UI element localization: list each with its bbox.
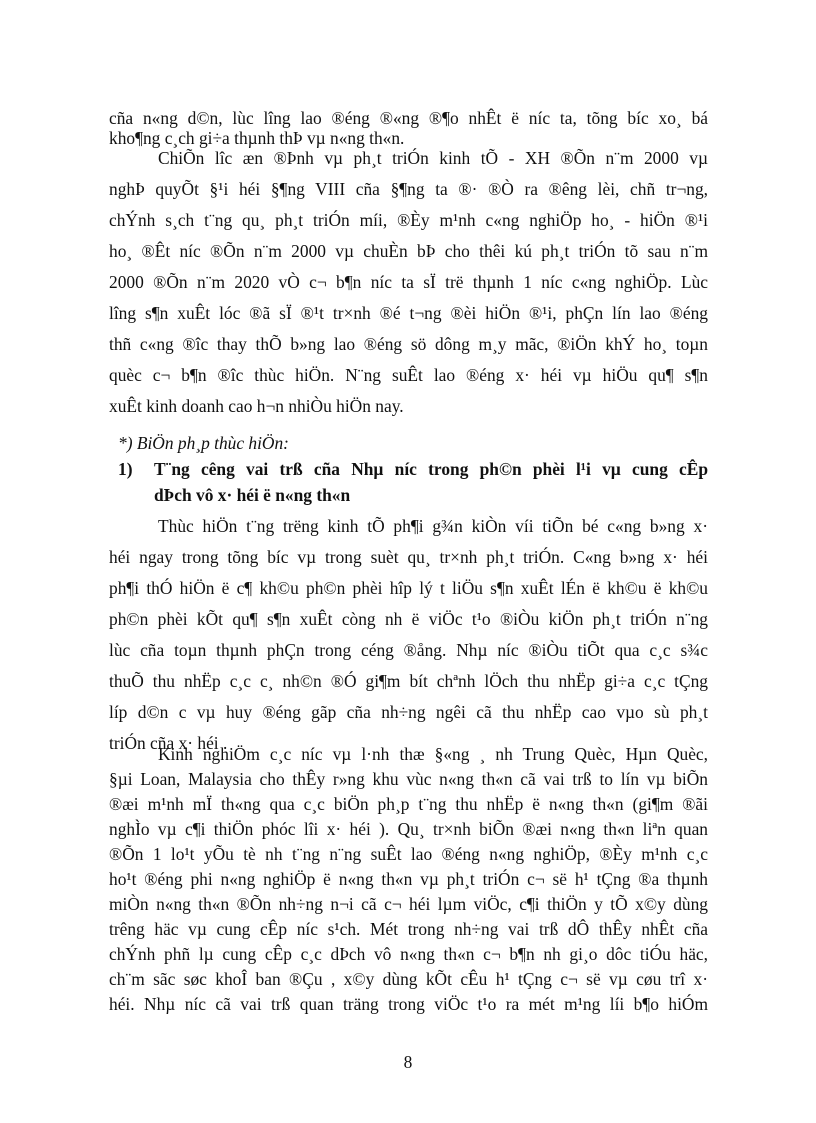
paragraph-line: líp d©n c vµ huy ®éng gãp cña nh÷ng ngêi cã thu nhËp cao vµo sù ph¸t bbox=[109, 702, 708, 722]
paragraph-line: ph©n phèi kÕt qu¶ s¶n xuÊt còng nh ë viÖc t¹o ®iÒu kiÖn ph¸t triÓn n¨ng bbox=[109, 609, 708, 629]
paragraph-line: §µi Loan, Malaysia cho thÊy r»ng khu vùc n«ng th«n cã vai trß to lín vµ biÕn bbox=[109, 769, 708, 789]
paragraph-line: chÝnh phñ lµ cung cÊp c¸c dÞch vô n«ng th«n c¬ b¶n nh gi¸o dôc tiÓu häc, bbox=[109, 944, 708, 964]
paragraph-line: thuÕ thu nhËp c¸c c¸ nh©n ®Ó gi¶m bít chªnh lÖch thu nhËp gi÷a c¸c tÇng bbox=[109, 671, 708, 691]
paragraph-line: thñ c«ng ®îc thay thÕ b»ng lao ®éng sö dông m¸y mãc, ®iÖn khÝ ho¸ toµn bbox=[109, 334, 708, 354]
paragraph-line: trêng häc vµ cung cÊp níc s¹ch. Mét trong nh÷ng vai trß dÔ thÊy nhÊt cña bbox=[109, 919, 708, 939]
paragraph-line: Thùc hiÖn t¨ng trëng kinh tÕ ph¶i g¾n kiÒn víi tiÕn bé c«ng b»ng x· bbox=[158, 516, 708, 536]
paragraph-line: Kinh nghiÖm c¸c níc vµ l·nh thæ §«ng ¸ nh Trung Quèc, Hµn Quèc, bbox=[158, 744, 708, 764]
paragraph-line: miÒn n«ng th«n ®Õn nh÷ng n¬i cã c¬ héi lµm viÖc, c¶i thiÖn y tÕ x©y dùng bbox=[109, 894, 708, 914]
paragraph-line: lùc cña toµn thµnh phÇn trong céng ®ång. Nhµ níc ®iÒu tiÕt qua c¸c s¾c bbox=[109, 640, 708, 660]
subheading-line: dÞch vô x· héi ë n«ng th«n bbox=[154, 485, 351, 505]
paragraph-line: quèc c¬ b¶n ®îc thùc hiÖn. N¨ng suÊt lao ®éng x· héi vµ hiÖu qu¶ s¶n bbox=[109, 365, 708, 385]
paragraph-line: ph¶i thÓ hiÖn ë c¶ kh©u ph©n phèi hîp lý t liÖu s¶n xuÊt lÉn ë kh©u ë kh©u bbox=[109, 578, 708, 598]
paragraph-line: kho¶ng c¸ch gi÷a thµnh thÞ vµ n«ng th«n. bbox=[109, 128, 405, 148]
paragraph-line: cña n«ng d©n, lùc lîng lao ®éng ®«ng ®¶o nhÊt ë níc ta, tõng bíc xo¸ bá bbox=[109, 108, 708, 128]
paragraph-line: nghÞ quyÕt §¹i héi §¶ng VIII cña §¶ng ta ®· ®Ò ra ®êng lèi, chñ tr¬ng, bbox=[109, 179, 708, 199]
paragraph-line: ho¸ ®Êt níc ®Õn n¨m 2000 vµ chuÈn bÞ cho thêi kú ph¸t triÓn tõ sau n¨m bbox=[109, 241, 708, 261]
paragraph-line: ho¹t ®éng phi n«ng nghiÖp ë n«ng th«n vµ ph¸t triÓn c¬ së h¹ tÇng ®a thµnh bbox=[109, 869, 708, 889]
paragraph-line: ch¨m sãc søc khoÎ ban ®Çu , x©y dùng kÕt cÊu h¹ tÇng c¬ së vµ cøu trî x· bbox=[109, 969, 708, 989]
paragraph-line: lîng s¶n xuÊt lóc ®ã sÏ ®¹t tr×nh ®é t¬ng ®èi hiÖn ®¹i, phÇn lín lao ®éng bbox=[109, 303, 708, 323]
page-number: 8 bbox=[403, 1052, 413, 1072]
paragraph-line: xuÊt kinh doanh cao h¬n nhiÒu hiÖn nay. bbox=[109, 396, 404, 416]
paragraph-line: ®Õn 1 lo¹t yÕu tè nh t¨ng n¨ng suÊt lao ®éng n«ng nghiÖp, ®Èy m¹nh c¸c bbox=[109, 844, 708, 864]
paragraph-line: chÝnh s¸ch t¨ng qu¸ ph¸t triÓn míi, ®Èy m¹nh c«ng nghiÖp ho¸ - hiÖn ®¹i bbox=[109, 210, 708, 230]
paragraph-line: ®æi m¹nh mÏ th«ng qua c¸c biÖn ph¸p t¨ng thu nhËp ë n«ng th«n (gi¶m ®ãi bbox=[109, 794, 708, 814]
subheading-line: T¨ng cêng vai trß cña Nhµ níc trong ph©n phèi l¹i vµ cung cÊp bbox=[154, 459, 708, 479]
section-heading: *) BiÖn ph¸p thùc hiÖn: bbox=[118, 433, 289, 453]
paragraph-line: nghÌo vµ c¶i thiÖn phóc lîi x· héi ). Qu¸ tr×nh biÕn ®æi n«ng th«n liªn quan bbox=[109, 819, 708, 839]
paragraph-line: héi. Nhµ níc cã vai trß quan träng trong viÖc t¹o ra mét m¹ng líi b¶o hiÓm bbox=[109, 994, 708, 1014]
paragraph-line: triÓn cña x· héi . bbox=[109, 733, 228, 753]
paragraph-line: ChiÕn lîc æn ®Þnh vµ ph¸t triÓn kinh tÕ - XH ®Õn n¨m 2000 vµ bbox=[158, 148, 708, 168]
paragraph-line: héi ngay trong tõng bíc vµ trong suèt qu¸ tr×nh ph¸t triÓn. C«ng b»ng x· héi bbox=[109, 547, 708, 567]
paragraph-line: 2000 ®Õn n¨m 2020 vÒ c¬ b¶n níc ta sÏ trë thµnh 1 níc c«ng nghiÖp. Lùc bbox=[109, 272, 708, 292]
subheading-number: 1) bbox=[118, 459, 133, 479]
